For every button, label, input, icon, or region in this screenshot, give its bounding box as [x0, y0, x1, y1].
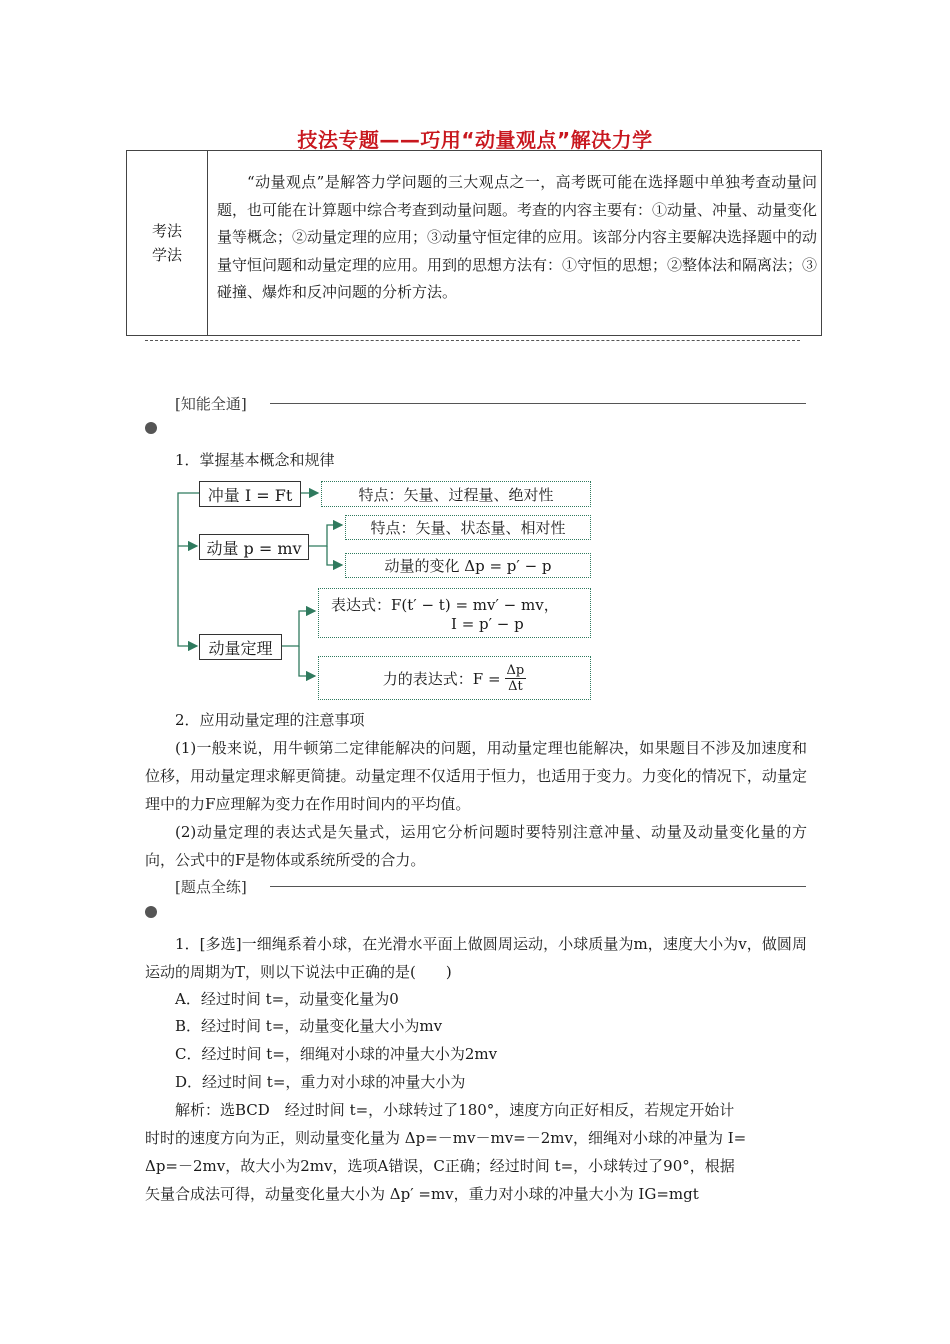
momentum-box: 动量 p = mv: [199, 534, 309, 560]
option-a: A．经过时间 t=，动量变化量为0: [175, 990, 399, 1008]
kaofa-label-line1: 考法: [151, 222, 182, 240]
kaofa-label-line2: 学法: [151, 246, 182, 264]
analysis-line-3: Δp=－2mv，故大小为2mv，选项A错误，C正确；经过时间 t=，小球转过了90°，根据: [145, 1157, 735, 1175]
theorem-expr-line1: 表达式：F(t′ − t) = mv′ − mv，: [331, 595, 559, 614]
option-b: B．经过时间 t=，动量变化量大小为mv: [175, 1017, 443, 1035]
force-expression-box: [318, 656, 591, 700]
theorem-expression-box: [318, 588, 591, 638]
force-fraction: [505, 663, 527, 694]
item1-title: 1．掌握基本概念和规律: [175, 451, 335, 469]
concept-diagram: [175, 478, 595, 703]
bullet-dot: [145, 422, 157, 434]
momentum-feature-box: 特点：矢量、状态量、相对性: [345, 515, 591, 540]
analysis-line-4: 矢量合成法可得，动量变化量大小为 Δp′ =mv，重力对小球的冲量大小为 IG=mgt: [145, 1185, 699, 1203]
option-d: D．经过时间 t=，重力对小球的冲量大小为: [175, 1073, 466, 1091]
item2-paragraph-2: (2)动量定理的表达式是矢量式，运用它分析问题时要特别注意冲量、动量及动量变化量的方向，公式中的F是物体或系统所受的合力。: [145, 823, 807, 869]
force-expr-prefix: 力的表达式：F =: [382, 669, 501, 688]
question-text: 1．[多选]一细绳系着小球，在光滑水平面上做圆周运动，小球质量为m，速度大小为v，做圆周运动的周期为T，则以下说法中正确的是( ): [145, 935, 807, 981]
section-header-line: [270, 886, 806, 887]
kaofa-text: “动量观点”是解答力学问题的三大观点之一，高考既可能在选择题中单独考查动量问题，也可能在计算题中综合考查到动量问题。考查的内容主要有：①动量、冲量、动量变化量等概念；②动量定理的应用；③动量守恒定律的应用。该部分内容主要解决选择题中的动量守恒问题和动量定理的应用。用到的思想方法有：①守恒的思想；②整体法和隔离法；③碰撞、爆炸和反冲问题的分析方法。: [217, 173, 818, 301]
impulse-box: 冲量 I = Ft: [199, 481, 301, 507]
page-title: 技法专题——巧用“动量观点”解决力学: [297, 128, 653, 152]
dashed-divider: [145, 340, 800, 341]
analysis-line-2: 时时的速度方向为正，则动量变化量为 Δp=－mv－mv=－2mv，细绳对小球的冲量为 I=: [145, 1129, 747, 1147]
force-fraction-den: Δt: [508, 678, 523, 694]
section-header-tidian: [题点全练]: [175, 878, 247, 896]
item2-paragraph-1: (1)一般来说，用牛顿第二定律能解决的问题，用动量定理也能解决，如果题目不涉及加速度和位移，用动量定理求解更简捷。动量定理不仅适用于恒力，也适用于变力。力变化的情况下，动量定理中的力F应理解为变力在作用时间内的平均值。: [145, 739, 807, 813]
item2-title: 2．应用动量定理的注意事项: [175, 711, 365, 729]
analysis-line-1: 解析：选BCD 经过时间 t=，小球转过了180°，速度方向正好相反，若规定开始计: [175, 1101, 735, 1119]
section-header-zhineng: [知能全通]: [175, 395, 247, 413]
option-c: C．经过时间 t=，细绳对小球的冲量大小为2mv: [175, 1045, 498, 1063]
section-header-line: [270, 403, 806, 404]
kaofa-xuefa-box: [126, 150, 822, 336]
theorem-expr-line2: I = p′ − p: [451, 614, 524, 633]
momentum-theorem-box: 动量定理: [199, 634, 282, 660]
momentum-change-box: 动量的变化 Δp = p′ − p: [345, 553, 591, 578]
kaofa-label: [127, 151, 208, 335]
impulse-feature-box: 特点：矢量、过程量、绝对性: [321, 481, 591, 507]
bullet-dot: [145, 906, 157, 918]
force-fraction-num: Δp: [506, 662, 525, 678]
